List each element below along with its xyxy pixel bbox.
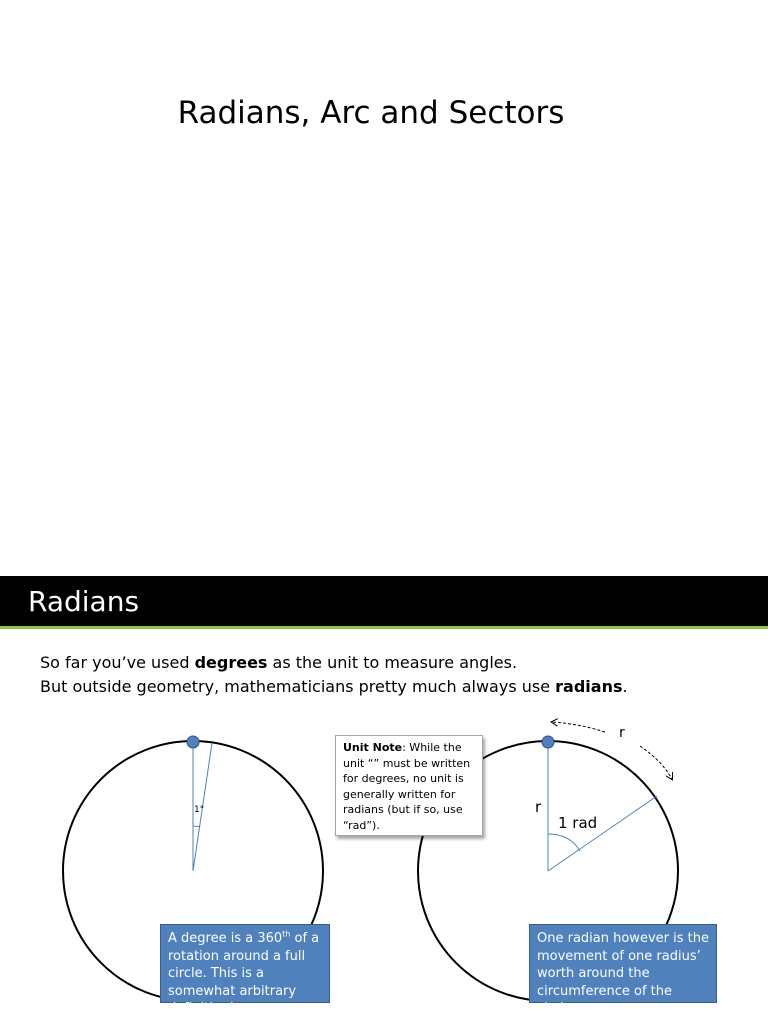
degree-top-point — [187, 736, 199, 748]
unit-note-heading: Unit Note — [343, 741, 403, 754]
intro-line-2-post: . — [622, 677, 628, 696]
intro-line-1-pre: So far you’ve used — [40, 653, 195, 672]
arc-arrow-left — [552, 722, 605, 732]
unit-note-box — [335, 735, 483, 836]
slide-title: Radians, Arc and Sectors — [177, 95, 565, 131]
degree-angle-label: 1° — [194, 805, 205, 815]
arc-length-label: r — [619, 725, 625, 741]
degree-text-post: of a rotation around a full circle. This is a somewhat arbitrary definition! — [168, 931, 320, 1016]
degree-text-sup: th — [282, 929, 291, 939]
radius-label: r — [535, 798, 542, 816]
intro-line-1-post: as the unit to measure angles. — [267, 653, 518, 672]
degree-angle-arc — [193, 826, 200, 827]
degree-definition-box — [160, 924, 330, 1016]
content-slide — [0, 576, 768, 1024]
intro-line-2-bold: radians — [555, 677, 623, 696]
radian-definition-box: One radian however is the movement of one radius’ worth around the circumference of the circle. — [529, 924, 717, 1003]
degree-text-pre: A degree is a 360 — [168, 931, 283, 946]
radian-angle-arc — [548, 834, 580, 851]
radian-angle-line — [548, 796, 657, 871]
header-title: Radians — [28, 585, 140, 618]
radian-angle-label: 1 rad — [558, 814, 598, 832]
unit-note-text: : While the unit “” must be written for degrees, no unit is generally written for radians (but if so, use “rad”). — [343, 741, 471, 832]
arc-arrow-right — [640, 746, 672, 779]
intro-line-2-pre: But outside geometry, mathematicians pretty much always use — [40, 677, 556, 696]
radian-top-point — [542, 736, 554, 748]
intro-line-1-bold: degrees — [194, 653, 268, 672]
